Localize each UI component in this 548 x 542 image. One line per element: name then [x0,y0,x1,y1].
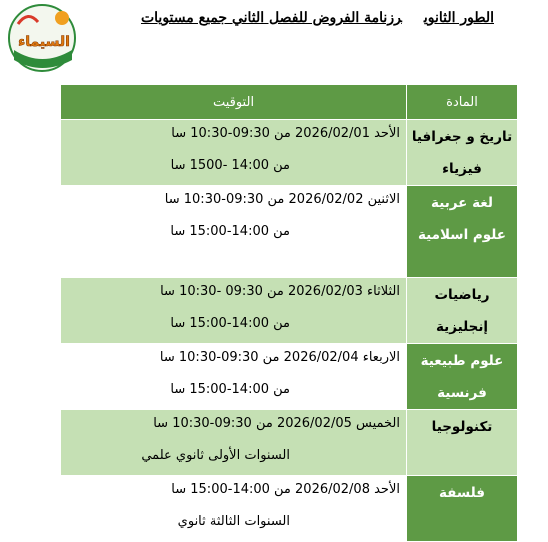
title-level: الطور الثانوي [423,10,494,26]
time-cell [61,186,407,278]
table-row [61,120,518,186]
subject-name: رياضيات [434,287,490,303]
subject-name: فيزياء [442,161,482,177]
time-cell [61,344,407,410]
exam-date-time: الثلاثاء 2026/02/03 من 09:30 -10:30 سا [160,284,400,299]
exam-date-time: الخميس 2026/02/05 من 09:30-10:30 سا [153,416,400,431]
table-row [61,344,518,410]
header-row [61,85,518,120]
subject-cell [407,410,518,476]
subject-name: علوم اسلامية [417,227,506,243]
exam-detail: من 14:00-15:00 سا [170,382,290,397]
subject-cell [407,476,518,542]
exam-detail: السنوات الأولى ثانوي علمي [141,448,290,463]
school-logo [4,2,82,74]
time-cell [61,476,407,542]
page-title [110,10,494,32]
subject-name: لغة عربية [431,195,493,211]
time-cell [61,410,407,476]
exam-detail: من 14:00 -1500 سا [170,158,290,173]
table-row [61,278,518,344]
time-cell [61,278,407,344]
subject-name: تكنولوجيا [431,419,493,435]
table-row [61,186,518,278]
subject-cell [407,120,518,186]
subject-name: فلسفة [439,485,485,501]
exam-detail: السنوات الثالثة ثانوي [177,514,290,529]
subject-cell [407,344,518,410]
table-row [61,476,518,542]
logo-text: السيماء [18,34,70,50]
subject-cell [407,186,518,278]
subject-name: تاريخ و جغرافيا [411,129,513,145]
exam-detail: من 14:00-15:00 سا [170,316,290,331]
exam-date-time: الأحد 2026/02/08 من 14:00-15:00 سا [171,482,400,497]
subject-cell [407,278,518,344]
title-calendar: رزنامة الفروض للفصل الثاني جميع مستويات [140,10,402,26]
exam-date-time: الاثنين 2026/02/02 من 09:30-10:30 سا [164,192,400,207]
time-cell [61,120,407,186]
exam-detail: من 14:00-15:00 سا [170,224,290,239]
subject-name: علوم طبيعية [420,353,504,369]
subject-name: إنجليزية [435,319,489,335]
table-row [61,410,518,476]
exam-date-time: الأحد 2026/02/01 من 09:30-10:30 سا [171,126,400,141]
subject-name: فرنسية [437,385,487,401]
column-header-time: التوقيت [61,85,407,120]
column-header-subject: المادة [407,85,518,120]
schedule-table [60,84,518,542]
exam-date-time: الاربعاء 2026/02/04 من 09:30-10:30 سا [159,350,400,365]
